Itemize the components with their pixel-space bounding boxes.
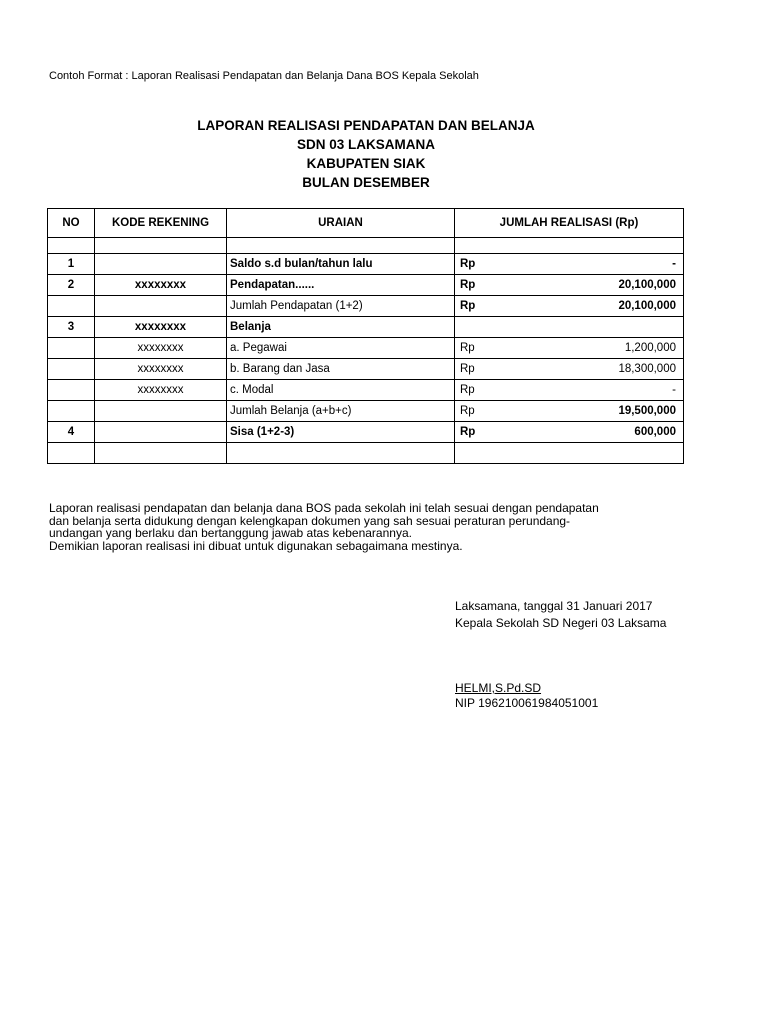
row-uraian: Jumlah Pendapatan (1+2) [227,296,455,317]
row-uraian: Pendapatan...... [227,275,455,296]
table-row [48,317,684,338]
row-no [48,296,95,317]
paragraph-line: Demikian laporan realisasi ini dibuat untuk digunakan sebagaimana mestinya. [49,539,463,554]
row-amount: 1,200,000 [624,342,676,354]
row-no [48,380,95,401]
table-row [48,296,684,317]
paragraph-line: dan belanja serta didukung dengan kelengkapan dokumen yang sah sesuai peraturan perundang- [49,513,571,528]
row-no [48,338,95,359]
row-uraian: Belanja [227,317,455,338]
row-uraian: b. Barang dan Jasa [227,359,455,380]
format-caption: Contoh Format : Laporan Realisasi Pendapatan dan Belanja Dana BOS Kepala Sekolah [49,70,479,82]
paragraph-line: Laporan realisasi pendapatan dan belanja dana BOS pada sekolah ini telah sesuai dengan pendapatan [49,501,599,515]
row-jumlah [455,317,684,338]
row-no [48,401,95,422]
statement-paragraph [49,502,689,553]
row-uraian: Saldo s.d bulan/tahun lalu [227,254,455,275]
row-currency: Rp [460,342,475,354]
row-no: 1 [48,254,95,275]
row-no: 2 [48,275,95,296]
row-no: 3 [48,317,95,338]
row-kode [95,422,227,443]
table-row [48,380,684,401]
table-row [48,338,684,359]
row-currency: Rp [460,258,476,270]
report-table [47,208,684,464]
table-header-row [48,209,684,238]
row-jumlah [455,338,684,359]
row-kode: xxxxxxxx [95,317,227,338]
row-amount: 20,100,000 [618,300,676,312]
row-kode [95,254,227,275]
header-no: NO [48,209,95,238]
signer-position: Kepala Sekolah SD Negeri 03 Laksama [455,616,667,630]
table-row [48,254,684,275]
signer-nip: NIP 196210061984051001 [455,696,599,710]
row-kode: xxxxxxxx [95,359,227,380]
row-currency: Rp [460,363,475,375]
table-row [48,275,684,296]
row-kode [95,401,227,422]
row-currency: Rp [460,384,475,396]
header-uraian: URAIAN [227,209,455,238]
row-jumlah [455,422,684,443]
row-jumlah [455,296,684,317]
paragraph-line: undangan yang berlaku dan bertanggung jawab atas kebenarannya. [49,526,412,541]
row-kode: xxxxxxxx [95,275,227,296]
report-month: BULAN DESEMBER [302,175,430,190]
row-amount: 20,100,000 [618,279,676,291]
table-spacer-row [48,238,684,254]
row-uraian: a. Pegawai [227,338,455,359]
row-uraian: Jumlah Belanja (a+b+c) [227,401,455,422]
row-no [48,359,95,380]
row-no: 4 [48,422,95,443]
header-jumlah-realisasi: JUMLAH REALISASI (Rp) [455,209,684,238]
row-amount: 18,300,000 [618,363,676,375]
row-kode: xxxxxxxx [95,380,227,401]
row-kode [95,296,227,317]
row-currency: Rp [460,426,476,438]
row-amount: 600,000 [634,426,676,438]
report-title: LAPORAN REALISASI PENDAPATAN DAN BELANJA [197,118,535,133]
table-row [48,359,684,380]
regency-name: KABUPATEN SIAK [306,156,426,171]
header-kode-rekening: KODE REKENING [95,209,227,238]
row-currency: Rp [460,405,475,417]
place-date: Laksamana, tanggal 31 Januari 2017 [455,599,653,613]
signer-name: HELMI,S.Pd.SD [455,681,542,695]
table-row [48,401,684,422]
row-currency: Rp [460,300,476,312]
row-jumlah [455,401,684,422]
row-jumlah [455,275,684,296]
row-kode: xxxxxxxx [95,338,227,359]
row-uraian: Sisa (1+2-3) [227,422,455,443]
row-amount: 19,500,000 [618,405,676,417]
row-amount: - [672,258,676,270]
row-amount: - [672,384,676,396]
row-jumlah [455,380,684,401]
row-jumlah [455,359,684,380]
row-currency: Rp [460,279,476,291]
row-uraian: c. Modal [227,380,455,401]
school-name: SDN 03 LAKSAMANA [296,137,435,152]
table-row [48,422,684,443]
row-jumlah [455,254,684,275]
table-spacer-row [48,443,684,464]
